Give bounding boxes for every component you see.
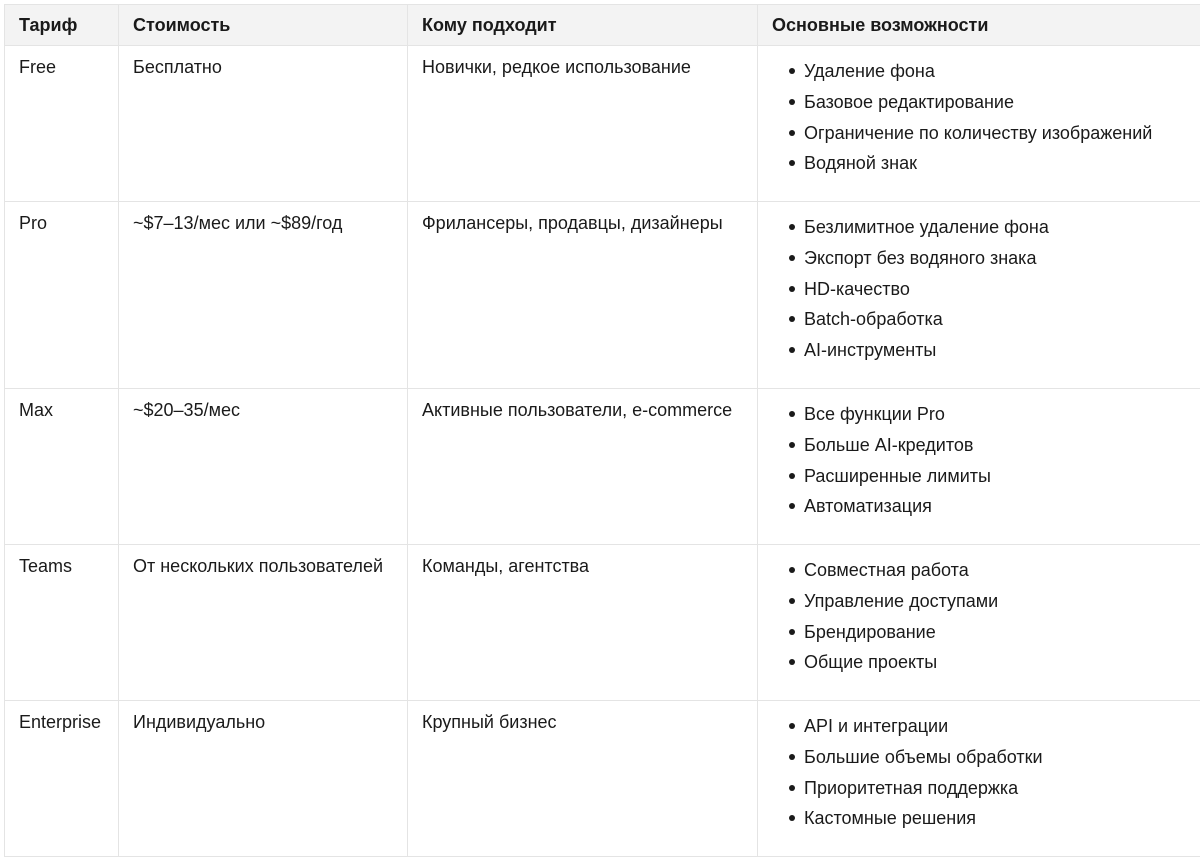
price-cell: ~$20–35/мес	[119, 389, 408, 545]
audience-cell: Крупный бизнес	[408, 701, 758, 857]
features-cell	[758, 701, 1200, 857]
audience-cell: Новички, редкое использование	[408, 46, 758, 202]
feature-item: Управление доступами	[804, 590, 1186, 621]
features-cell	[758, 202, 1200, 389]
feature-item: Экспорт без водяного знака	[804, 247, 1186, 278]
feature-item: Batch-обработка	[804, 308, 1186, 339]
feature-item: Больше AI-кредитов	[804, 434, 1186, 465]
features-list	[772, 216, 1186, 370]
feature-item: Безлимитное удаление фона	[804, 216, 1186, 247]
features-list	[772, 559, 1186, 682]
table-row-max	[5, 389, 1200, 545]
table-row-pro	[5, 202, 1200, 389]
table-header	[5, 5, 1200, 46]
plan-cell: Teams	[5, 545, 119, 701]
plan-cell: Max	[5, 389, 119, 545]
feature-item: HD-качество	[804, 278, 1186, 309]
table-row-teams	[5, 545, 1200, 701]
table-row-free	[5, 46, 1200, 202]
audience-cell: Фрилансеры, продавцы, дизайнеры	[408, 202, 758, 389]
table-body	[5, 46, 1200, 857]
header-price: Стоимость	[119, 5, 408, 46]
feature-item: Кастомные решения	[804, 807, 1186, 838]
audience-cell: Активные пользователи, e-commerce	[408, 389, 758, 545]
feature-item: Большие объемы обработки	[804, 746, 1186, 777]
header-plan: Тариф	[5, 5, 119, 46]
features-list	[772, 715, 1186, 838]
features-cell	[758, 545, 1200, 701]
feature-item: Удаление фона	[804, 60, 1186, 91]
pricing-table	[4, 4, 1200, 857]
features-list	[772, 403, 1186, 526]
header-row	[5, 5, 1200, 46]
header-features: Основные возможности	[758, 5, 1200, 46]
plan-cell: Free	[5, 46, 119, 202]
feature-item: Ограничение по количеству изображений	[804, 122, 1186, 153]
feature-item: Общие проекты	[804, 651, 1186, 682]
price-cell: От нескольких пользователей	[119, 545, 408, 701]
feature-item: Все функции Pro	[804, 403, 1186, 434]
feature-item: Расширенные лимиты	[804, 465, 1186, 496]
plan-cell: Enterprise	[5, 701, 119, 857]
feature-item: Приоритетная поддержка	[804, 777, 1186, 808]
feature-item: Брендирование	[804, 621, 1186, 652]
feature-item: AI-инструменты	[804, 339, 1186, 370]
price-cell: Бесплатно	[119, 46, 408, 202]
feature-item: Совместная работа	[804, 559, 1186, 590]
price-cell: Индивидуально	[119, 701, 408, 857]
feature-item: Автоматизация	[804, 495, 1186, 526]
feature-item: API и интеграции	[804, 715, 1186, 746]
table-row-enterprise	[5, 701, 1200, 857]
features-cell	[758, 46, 1200, 202]
plan-cell: Pro	[5, 202, 119, 389]
audience-cell: Команды, агентства	[408, 545, 758, 701]
price-cell: ~$7–13/мес или ~$89/год	[119, 202, 408, 389]
header-audience: Кому подходит	[408, 5, 758, 46]
features-cell	[758, 389, 1200, 545]
feature-item: Водяной знак	[804, 152, 1186, 183]
feature-item: Базовое редактирование	[804, 91, 1186, 122]
features-list	[772, 60, 1186, 183]
